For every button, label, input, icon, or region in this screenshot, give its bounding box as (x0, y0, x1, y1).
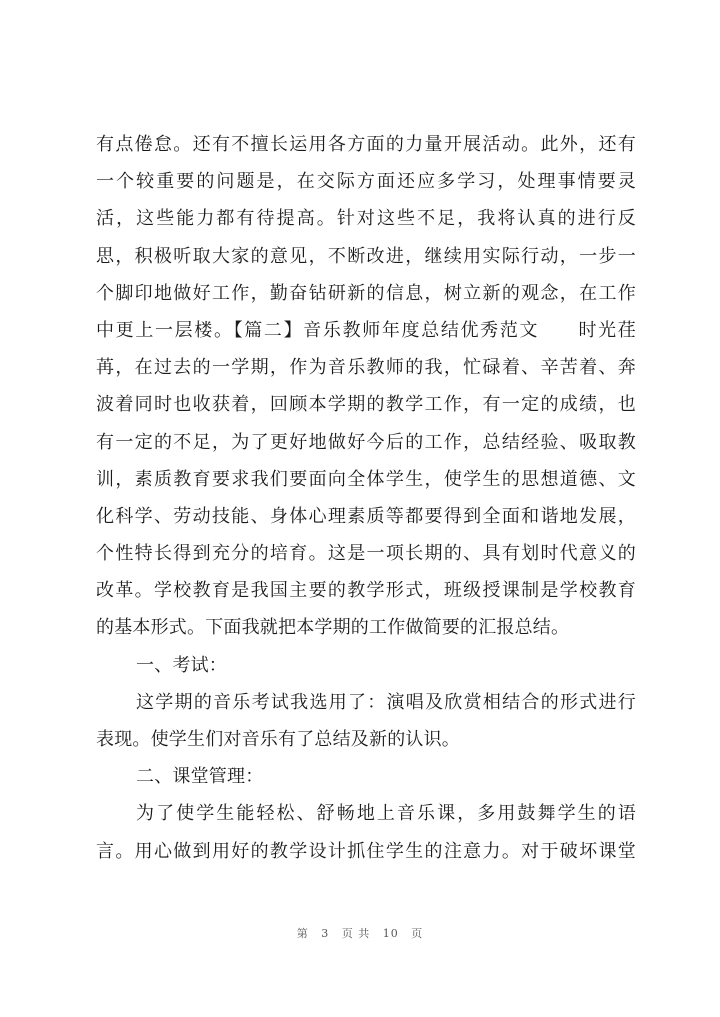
page-label-prefix: 第 (296, 927, 309, 940)
text-line: 训，素质教育要求我们要面向全体学生，使学生的思想道德、文 (96, 468, 636, 490)
section-heading: 二、课堂管理： (136, 766, 264, 788)
text-line: 苒，在过去的一学期，作为音乐教师的我，忙碌着、辛苦着、奔 (96, 357, 636, 379)
text-line: 改革。学校教育是我国主要的教学形式，班级授课制是学校教育 (96, 580, 636, 602)
text-line: 波着同时也收获着，回顾本学期的教学工作，有一定的成绩，也 (96, 394, 636, 416)
text-line: 为了使学生能轻松、舒畅地上音乐课，多用鼓舞学生的语 (136, 803, 636, 825)
text-line: 这学期的音乐考试我选用了：演唱及欣赏相结合的形式进行 (136, 691, 636, 713)
text-line: 表现。使学生们对音乐有了总结及新的认识。 (96, 729, 460, 750)
text-line: 有一定的不足，为了更好地做好今后的工作，总结经验、吸取教 (96, 431, 636, 453)
section-heading: 一、考试： (136, 654, 227, 676)
text-line: 言。用心做到用好的教学设计抓住学生的注意力。对于破坏课堂 (96, 840, 636, 862)
text-line: 活，这些能力都有待提高。针对这些不足，我将认真的进行反 (96, 208, 636, 230)
text-line: 中更上一层楼。【篇二】音乐教师年度总结优秀范文 时光荏 (96, 319, 636, 341)
text-line: 的基本形式。下面我就把本学期的工作做简要的汇报总结。 (96, 617, 570, 639)
page-label-mid: 页 共 (341, 927, 371, 940)
text-line: 化科学、劳动技能、身体心理素质等都要得到全面和谐地发展， (96, 505, 636, 527)
text-line: 一个较重要的问题是，在交际方面还应多学习，处理事情要灵 (96, 171, 636, 193)
page-label-suffix: 页 (411, 927, 424, 940)
document-body (96, 126, 636, 870)
text-line: 有点倦怠。还有不擅长运用各方面的力量开展活动。此外，还有 (96, 134, 636, 155)
text-line: 个性特长得到充分的培育。这是一项长期的、具有划时代意义的 (96, 543, 636, 565)
text-line: 个脚印地做好工作，勤奋钻研新的信息，树立新的观念，在工作 (96, 282, 636, 304)
text-line: 思，积极听取大家的意见，不断改进，继续用实际行动，一步一 (96, 245, 636, 267)
total-pages-number: 10 (382, 927, 399, 940)
current-page-number: 3 (321, 927, 330, 940)
page-footer (0, 925, 720, 941)
